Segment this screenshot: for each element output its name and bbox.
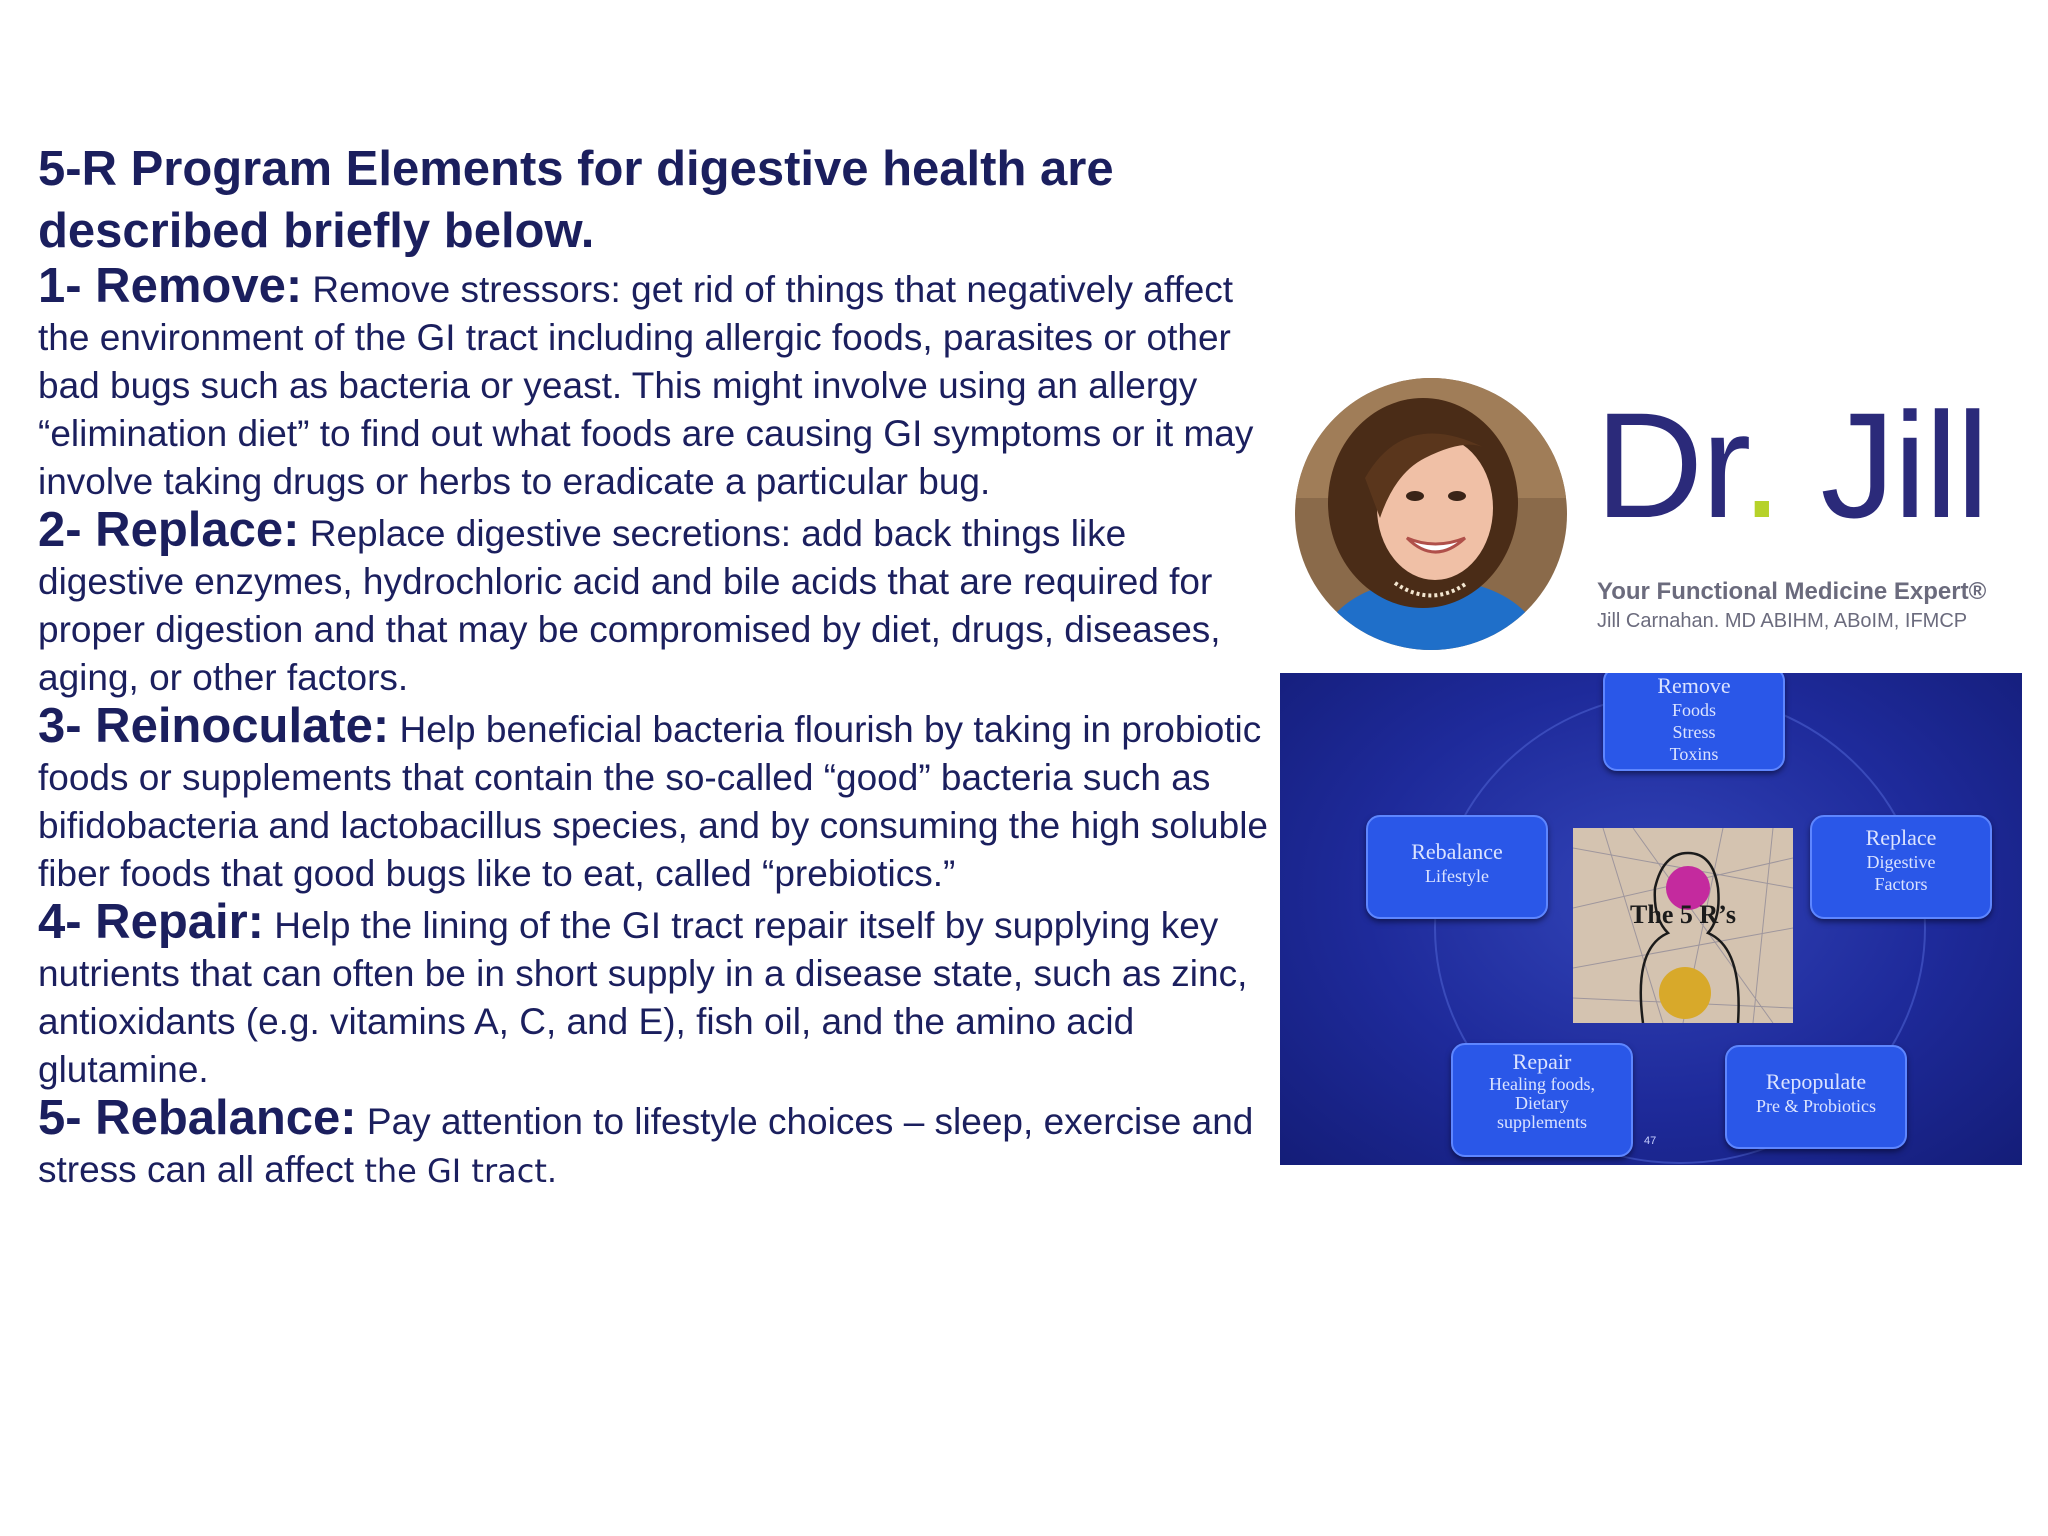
diagram-box-repopulate xyxy=(1725,1045,1907,1149)
brand-name-dr: Dr xyxy=(1595,381,1741,549)
box-line: Foods xyxy=(1671,700,1716,720)
box-line: Toxins xyxy=(1669,744,1719,764)
list-item-reinoculate xyxy=(38,699,1268,898)
item-title: 3- Reinoculate: xyxy=(38,699,390,753)
diagram-box-replace xyxy=(1810,815,1992,919)
box-line: Stress xyxy=(1672,722,1716,742)
item-title: 1- Remove: xyxy=(38,259,303,313)
box-line: Lifestyle xyxy=(1425,866,1489,886)
item-body: Remove stressors: get rid of things that negatively affect the environment of the GI tract including allergic foods, parasites or other bad bugs such as bacteria or yeast. This might involve using an allergy “elimination diet” to find out what foods are causing GI symptoms or it may involve taking drugs or herbs to eradicate a particular bug. xyxy=(38,269,1254,502)
diagram-box-remove xyxy=(1603,673,1785,771)
diagram-box-rebalance xyxy=(1366,815,1548,919)
box-line: Dietary xyxy=(1515,1093,1569,1113)
box-line: Digestive xyxy=(1866,852,1936,872)
text-column xyxy=(38,138,1268,1195)
slide-heading: 5-R Program Elements for digestive health are described briefly below. xyxy=(38,142,1114,258)
diagram-box-repair xyxy=(1451,1043,1633,1157)
box-line: Factors xyxy=(1874,874,1928,894)
brand-name xyxy=(1595,381,1988,549)
list-item-rebalance xyxy=(38,1091,1268,1195)
box-title: Repopulate xyxy=(1765,1069,1867,1094)
box-line: Pre & Probiotics xyxy=(1756,1096,1876,1116)
brand-credentials: Jill Carnahan. MD ABIHM, ABoIM, IFMCP xyxy=(1597,610,1968,632)
center-label: The 5 R’s xyxy=(1630,900,1736,929)
item-title: 4- Repair: xyxy=(38,895,265,949)
box-line: supplements xyxy=(1497,1112,1587,1132)
page-number: 47 xyxy=(1644,1135,1657,1147)
box-title: Repair xyxy=(1512,1049,1572,1074)
list-item-replace xyxy=(38,503,1268,702)
item-body: Replace digestive secretions: add back things like digestive enzymes, hydrochloric acid and bile acids that are required for proper digestion and that may be compromised by diet, drugs, diseases, aging, or other factors. xyxy=(38,513,1221,698)
box-line: Healing foods, xyxy=(1489,1074,1595,1094)
portrait-photo xyxy=(1295,378,1567,650)
item-body-tail: the GI tract. xyxy=(364,1152,558,1190)
brand-name-jill: Jill xyxy=(1820,381,1988,549)
item-body: Help the lining of the GI tract repair itself by supplying key nutrients that can often be in short supply in a disease state, such as zinc, antioxidants (e.g. vitamins A, C, and E), fish oil, and the amino acid glutamine. xyxy=(38,905,1248,1090)
item-body: Pay attention to lifestyle choices – sleep, exercise and stress can all affect xyxy=(38,1101,1254,1190)
five-rs-center-image xyxy=(1573,828,1793,1023)
dr-jill-logo xyxy=(1295,378,2015,650)
item-title: 5- Rebalance: xyxy=(38,1091,357,1145)
box-title: Replace xyxy=(1865,825,1937,850)
box-title: Rebalance xyxy=(1411,839,1503,864)
portrait-illustration xyxy=(1295,378,1567,650)
brand-tagline: Your Functional Medicine Expert® xyxy=(1597,578,1987,605)
list-item-repair xyxy=(38,895,1268,1094)
brand-dot: . xyxy=(1741,381,1781,549)
item-title: 2- Replace: xyxy=(38,503,300,557)
item-body: Help beneficial bacteria flourish by taking in probiotic foods or supplements that contain the so-called “good” bacteria such as bifidobacteria and lactobacillus species, and by consuming the high soluble fiber foods that good bugs like to eat, called “prebiotics.” xyxy=(38,709,1268,894)
five-rs-diagram xyxy=(1280,673,2022,1165)
box-title: Remove xyxy=(1657,673,1731,698)
list-item-remove xyxy=(38,259,1268,506)
